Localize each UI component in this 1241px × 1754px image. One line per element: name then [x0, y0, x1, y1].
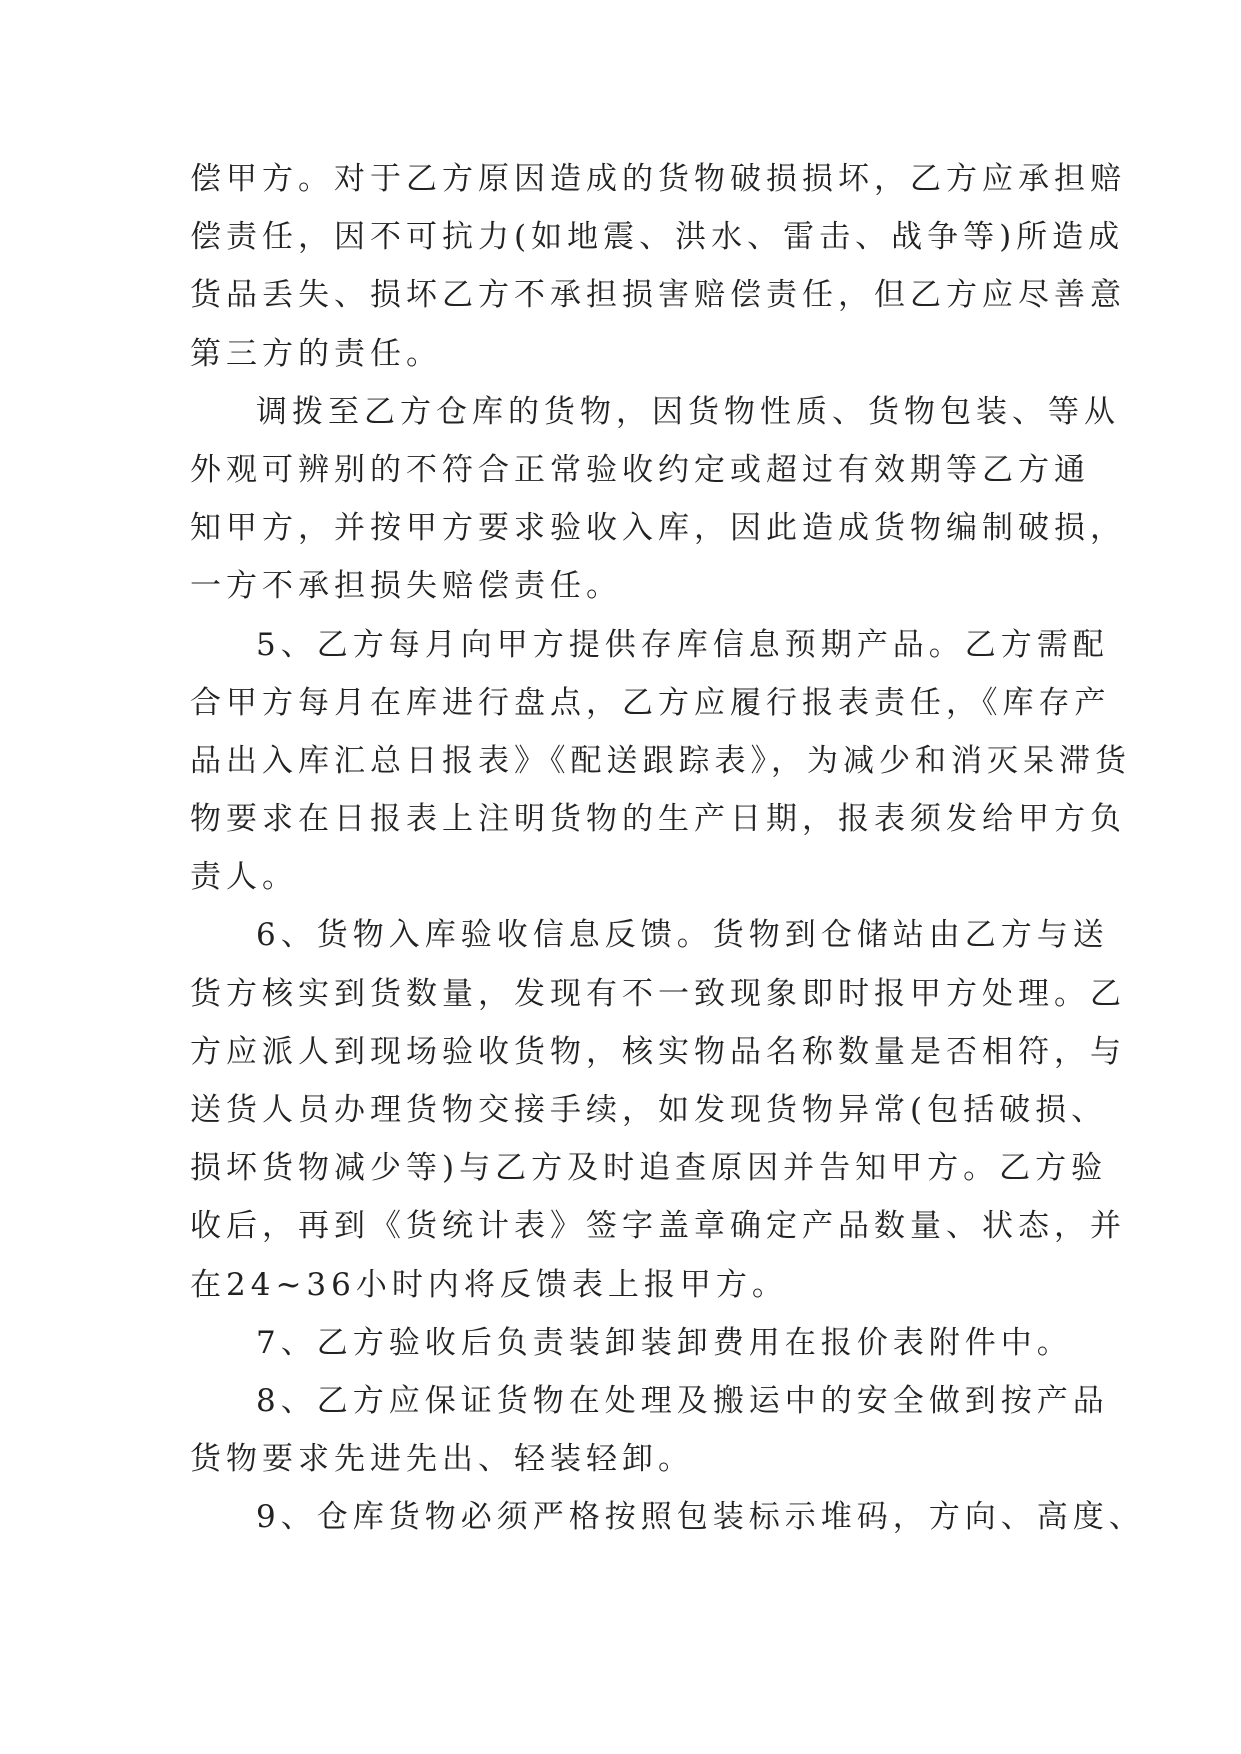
paragraph-first-line: 8、乙方应保证货物在处理及搬运中的安全做到按产品: [256, 1382, 1109, 1419]
paragraph-first-line: 5、乙方每月向甲方提供存库信息预期产品。乙方需配: [256, 626, 1109, 663]
text-line: 一方不承担损失赔偿责任。: [190, 568, 622, 605]
text-line: 责人。: [190, 859, 298, 896]
text-line: 知甲方，并按甲方要求验收入库，因此造成货物编制破损，: [190, 510, 1126, 547]
text-line: 品出入库汇总日报表》《配送跟踪表》，为减少和消灭呆滞货: [190, 742, 1131, 779]
text-line: 货方核实到货数量，发现有不一致现象即时报甲方处理。乙: [190, 975, 1126, 1012]
paragraph-first-line: 7、乙方验收后负责装卸装卸费用在报价表附件中。: [256, 1324, 1073, 1361]
text-line: 外观可辨别的不符合正常验收约定或超过有效期等乙方通: [190, 451, 1090, 488]
text-line: 合甲方每月在库进行盘点，乙方应履行报表责任，《库存产: [190, 684, 1111, 721]
text-line: 偿责任，因不可抗力(如地震、洪水、雷击、战争等)所造成: [190, 219, 1125, 256]
document-body: [190, 150, 1145, 1547]
paragraph-first-line: 6、货物入库验收信息反馈。货物到仓储站由乙方与送: [256, 917, 1109, 954]
paragraph-first-line: 9、仓库货物必须严格按照包装标示堆码，方向、高度、: [256, 1499, 1145, 1536]
text-line: 货品丢失、损坏乙方不承担损害赔偿责任，但乙方应尽善意: [190, 277, 1126, 314]
text-line: 损坏货物减少等)与乙方及时追查原因并告知甲方。乙方验: [190, 1150, 1108, 1187]
text-line: 送货人员办理货物交接手续，如发现货物异常(包括破损、: [190, 1092, 1108, 1128]
paragraph-first-line: 调拨至乙方仓库的货物，因货物性质、货物包装、等从: [256, 393, 1120, 430]
text-line: 收后，再到《货统计表》签字盖章确定产品数量、状态，并: [190, 1208, 1126, 1245]
text-line: 方应派人到现场验收货物，核实物品名称数量是否相符，与: [190, 1033, 1126, 1070]
text-line: 物要求在日报表上注明货物的生产日期，报表须发给甲方负: [190, 801, 1126, 838]
text-line: 第三方的责任。: [190, 335, 442, 372]
text-line: 货物要求先进先出、轻装轻卸。: [190, 1441, 694, 1478]
text-line: 在24~36小时内将反馈表上报甲方。: [190, 1266, 788, 1303]
text-line: 偿甲方。对于乙方原因造成的货物破损损坏，乙方应承担赔: [190, 161, 1126, 197]
